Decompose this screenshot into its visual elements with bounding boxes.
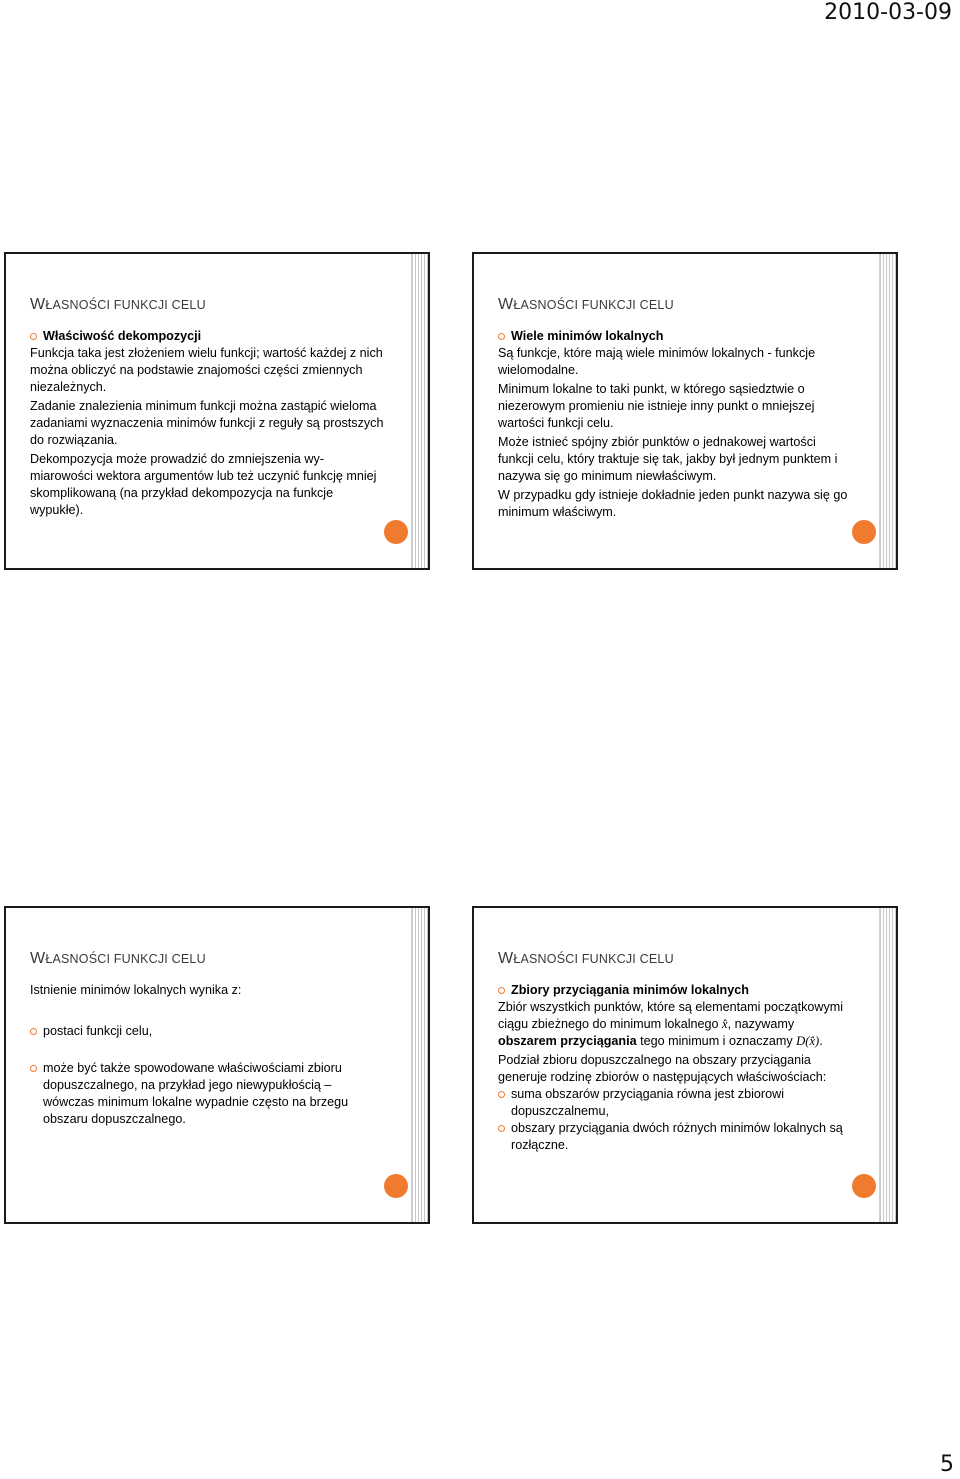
orange-dot-icon	[384, 520, 408, 544]
slide-stripe-decoration	[879, 908, 896, 1222]
paragraph: Zbiór wszystkich punktów, które są elementami początkowymi ciągu zbieżnego do minimum lokalnego x̂, nazywamy obszarem przyciągania tego minimum i oznaczamy D(x̂).	[498, 1000, 844, 1048]
paragraph: Funkcja taka jest złożeniem wielu funkcji; wartość każdej z nich można obliczyć na podstawie znajomości części zmiennych niezależnych.	[30, 346, 383, 394]
slide-stripe-decoration	[411, 908, 428, 1222]
paragraph: Zadanie znalezienia minimum funkcji można zastąpić wieloma zadaniami wyznaczenia minimów funkcji z reguły są prostszych do rozwiązania.	[30, 399, 384, 447]
orange-dot-icon	[384, 1174, 408, 1198]
bullet-item: może być także spowodowane właściwościami zbioru dopuszczalnego, na przykład jego niewypukłością – wówczas minimum lokalne wypadnie często na brzegu obszaru dopuszczalnego.	[30, 1060, 384, 1128]
bullet-heading: Zbiory przyciągania minimów lokalnych	[498, 982, 852, 999]
orange-dot-icon	[852, 1174, 876, 1198]
orange-dot-icon	[852, 520, 876, 544]
slide-content	[30, 296, 384, 519]
math-d-x-hat: D(x̂)	[796, 1034, 820, 1048]
slide-title: WŁASNOŚCI FUNKCJI CELU	[30, 950, 206, 967]
slide-1	[4, 252, 430, 570]
bullet-item: postaci funkcji celu,	[30, 1023, 384, 1040]
paragraph: Minimum lokalne to taki punkt, w którego sąsiedztwie o niezerowym promieniu nie istnieje inny punkt o mniejszej wartości funkcji celu.	[498, 382, 815, 430]
bullet-item: suma obszarów przyciągania równa jest zbiorowi dopuszczalnemu,	[498, 1086, 852, 1120]
slide-content	[30, 950, 384, 1128]
paragraph: Istnienie minimów lokalnych wynika z:	[30, 983, 242, 997]
math-x-hat: x̂	[722, 1017, 728, 1031]
bullet-item: obszary przyciągania dwóch różnych minimów lokalnych są rozłączne.	[498, 1120, 852, 1154]
page-date: 2010-03-09	[824, 0, 952, 25]
paragraph: Podział zbioru dopuszczalnego na obszary przyciągania generuje rodzinę zbiorów o następujących właściwościach:	[498, 1053, 827, 1084]
slide-stripe-decoration	[411, 254, 428, 568]
slide-content	[498, 950, 852, 1154]
slide-stripe-decoration	[879, 254, 896, 568]
slide-3	[4, 906, 430, 1224]
slide-content	[498, 296, 852, 521]
page-number: 5	[940, 1452, 954, 1477]
slide-4	[472, 906, 898, 1224]
paragraph: Dekompozycja może prowadzić do zmniejszenia wy-miarowości wektora argumentów lub też uczynić funkcję mniej skomplikowaną (na przykład dekompozycja na funkcje wypukłe).	[30, 452, 377, 517]
slide-title: WŁASNOŚCI FUNKCJI CELU	[498, 950, 674, 967]
paragraph: Są funkcje, które mają wiele minimów lokalnych - funkcje wielomodalne.	[498, 346, 816, 377]
slide-title: WŁASNOŚCI FUNKCJI CELU	[498, 296, 674, 313]
slide-2	[472, 252, 898, 570]
slide-title: WŁASNOŚCI FUNKCJI CELU	[30, 296, 206, 313]
bullet-heading: Wiele minimów lokalnych	[498, 328, 852, 345]
paragraph: W przypadku gdy istnieje dokładnie jeden punkt nazywa się go minimum właściwym.	[498, 488, 848, 519]
bullet-heading: Właściwość dekompozycji	[30, 328, 384, 345]
paragraph: Może istnieć spójny zbiór punktów o jednakowej wartości funkcji celu, który traktuje się tak, jakby był jednym punktem i nazywa się go minimum niewłaściwym.	[498, 435, 838, 483]
